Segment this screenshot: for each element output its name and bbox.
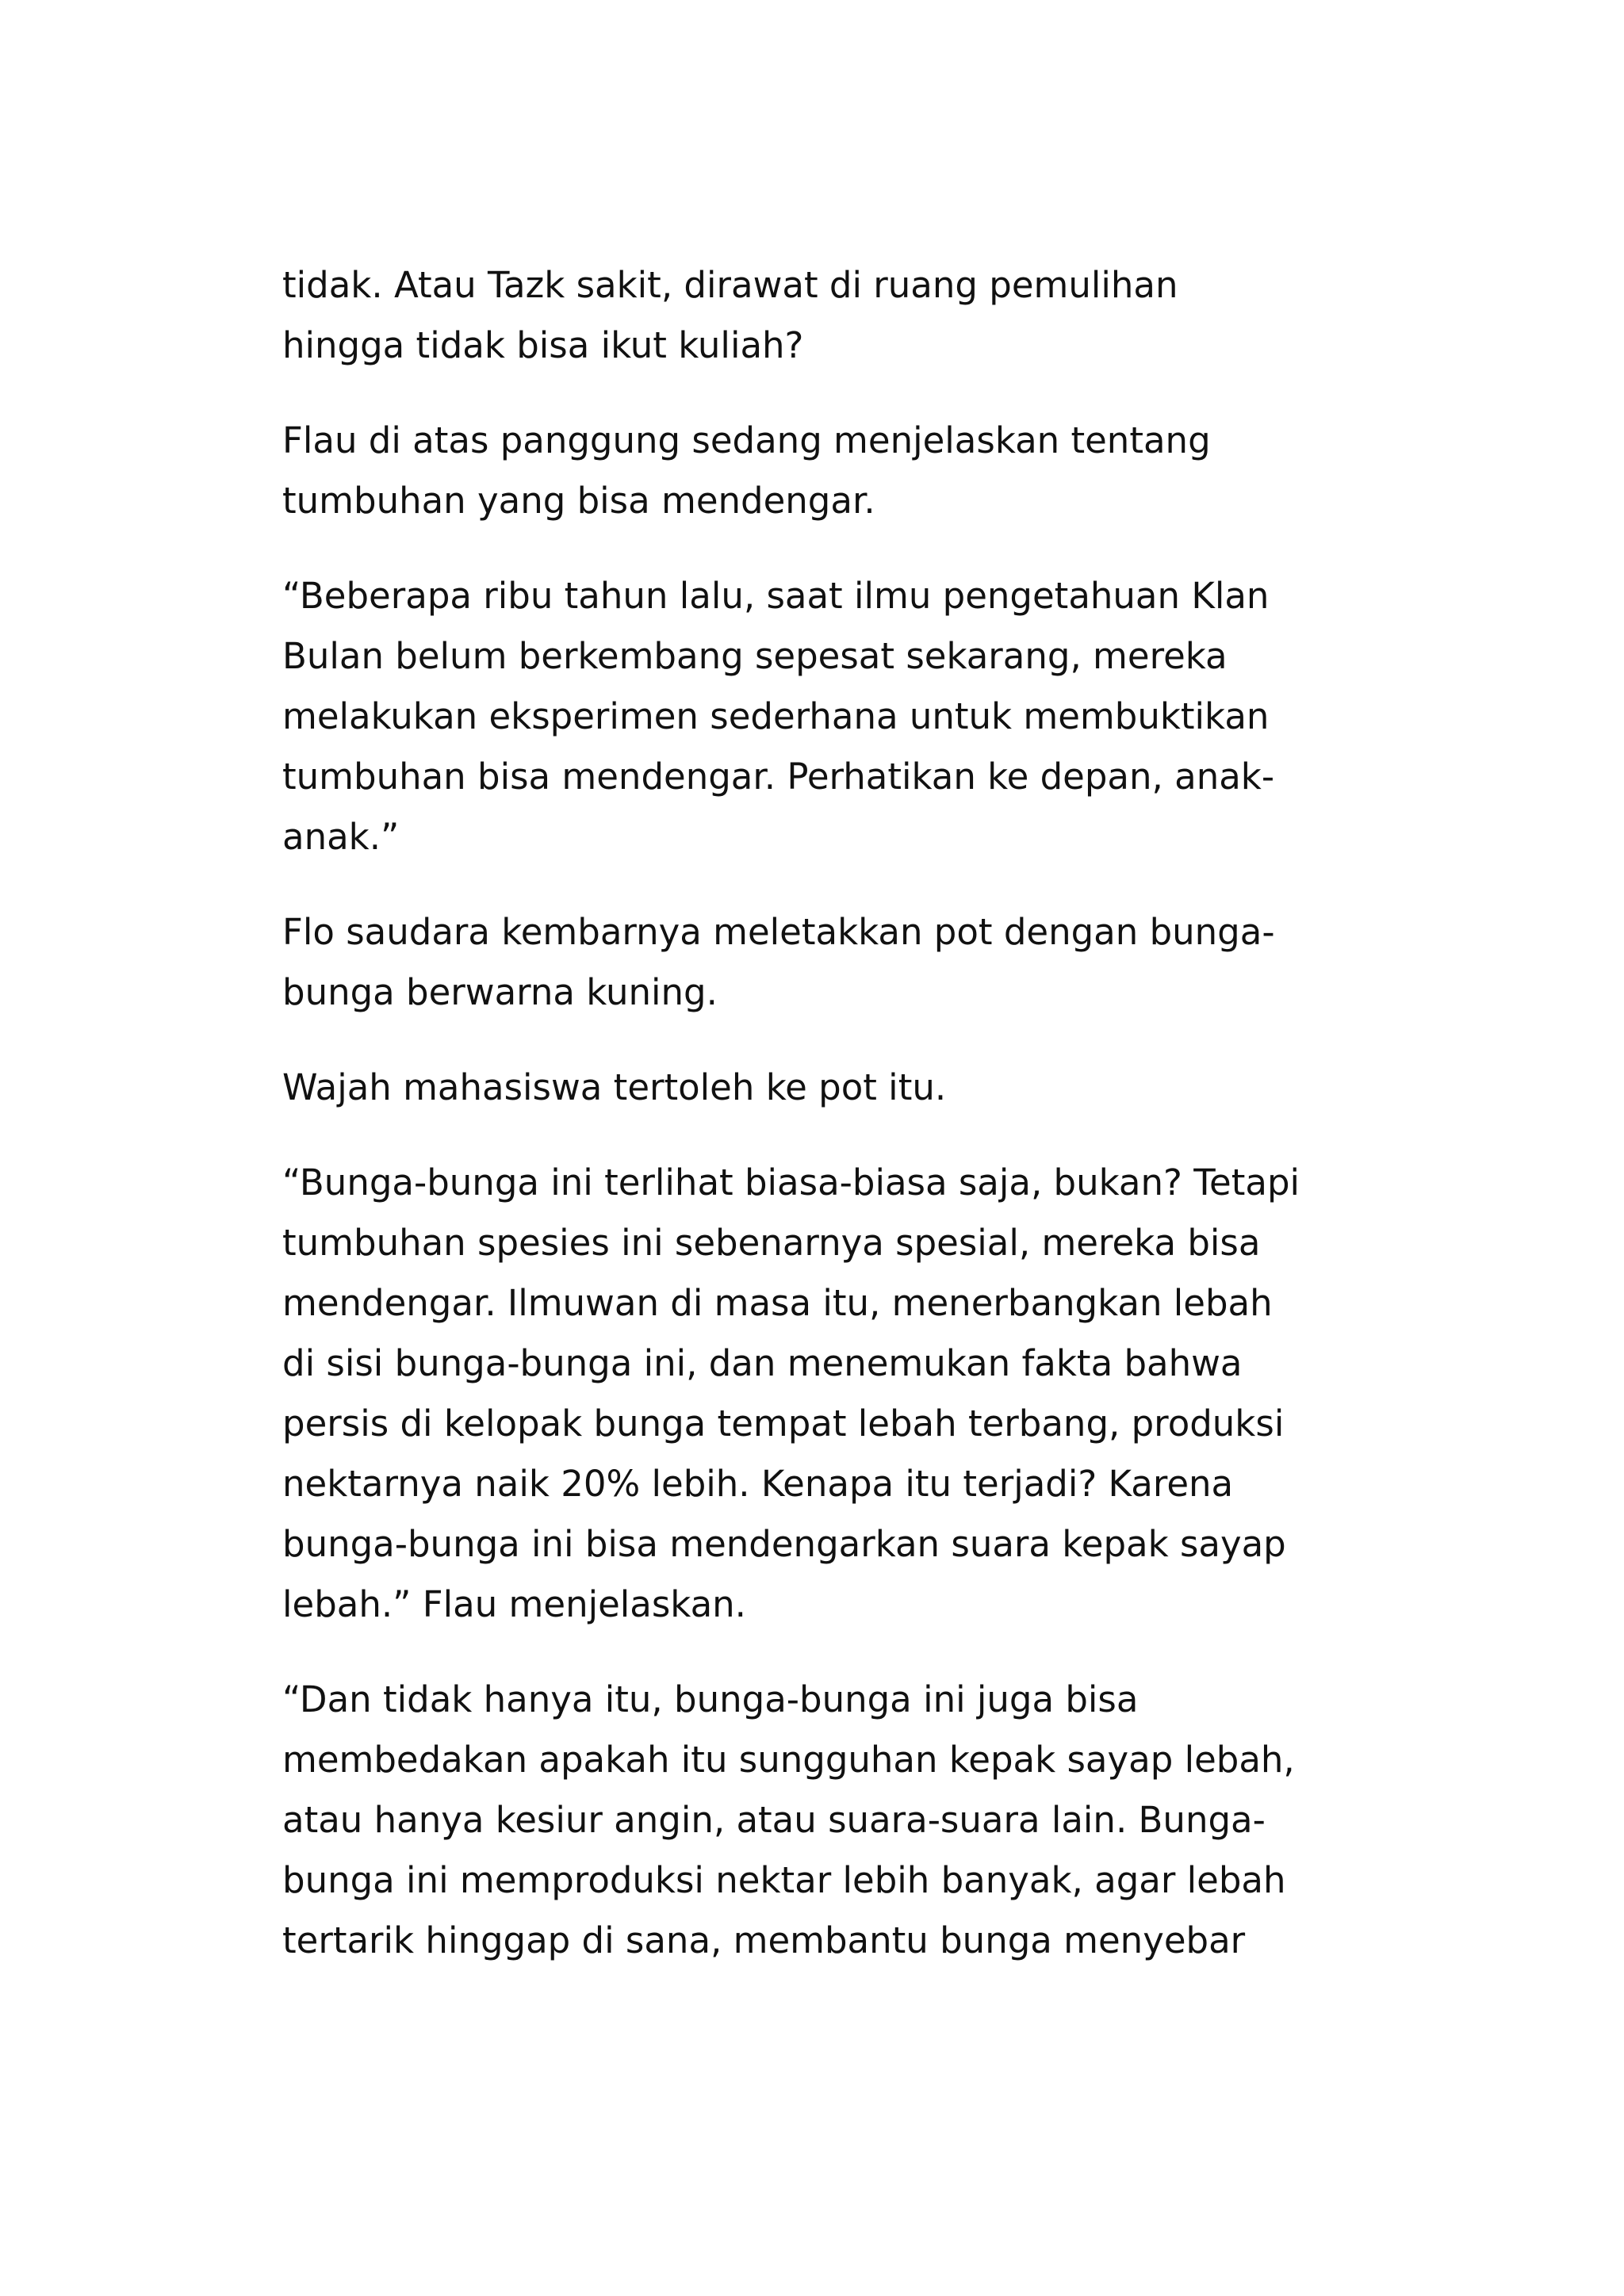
- paragraph: [282, 255, 1361, 376]
- text-line: lebah.” Flau menjelaskan.: [282, 1583, 746, 1625]
- text-line: nektarnya naik 20% lebih. Kenapa itu terjadi? Karena: [282, 1463, 1234, 1505]
- text-line: Wajah mahasiswa tertoleh ke pot itu.: [282, 1066, 947, 1108]
- text-line: di sisi bunga-bunga ini, dan menemukan fakta bahwa: [282, 1342, 1243, 1384]
- paragraph: [282, 902, 1361, 1023]
- text-line: bunga berwarna kuning.: [282, 971, 718, 1013]
- text-line: tumbuhan bisa mendengar. Perhatikan ke depan, anak-: [282, 756, 1275, 798]
- paragraph: [282, 1058, 1361, 1118]
- text-line: Bulan belum berkembang sepesat sekarang, mereka: [282, 635, 1228, 677]
- text-line: anak.”: [282, 816, 400, 858]
- paragraph: [282, 1153, 1361, 1635]
- text-line: Flau di atas panggung sedang menjelaskan tentang: [282, 419, 1211, 461]
- text-line: melakukan eksperimen sederhana untuk membuktikan: [282, 695, 1270, 737]
- text-line: bunga ini memproduksi nektar lebih banyak, agar lebah: [282, 1859, 1286, 1901]
- text-line: tumbuhan yang bisa mendengar.: [282, 480, 875, 522]
- text-line: membedakan apakah itu sungguhan kepak sayap lebah,: [282, 1739, 1295, 1781]
- text-line: Flo saudara kembarnya meletakkan pot dengan bunga-: [282, 911, 1275, 953]
- text-line: “Bunga-bunga ini terlihat biasa-biasa saja, bukan? Tetapi: [282, 1161, 1300, 1203]
- paragraph: [282, 1670, 1361, 1971]
- text-line: hingga tidak bisa ikut kuliah?: [282, 324, 804, 366]
- paragraph: [282, 566, 1361, 867]
- text-line: atau hanya kesiur angin, atau suara-suara lain. Bunga-: [282, 1799, 1266, 1841]
- text-line: tidak. Atau Tazk sakit, dirawat di ruang pemulihan: [282, 264, 1178, 306]
- text-line: mendengar. Ilmuwan di masa itu, menerbangkan lebah: [282, 1282, 1273, 1324]
- text-line: tertarik hinggap di sana, membantu bunga menyebar: [282, 1919, 1246, 1961]
- text-line: tumbuhan spesies ini sebenarnya spesial, mereka bisa: [282, 1222, 1261, 1264]
- text-line: “Dan tidak hanya itu, bunga-bunga ini juga bisa: [282, 1678, 1139, 1720]
- text-line: bunga-bunga ini bisa mendengarkan suara kepak sayap: [282, 1523, 1286, 1565]
- body-text: [282, 255, 1361, 2006]
- text-line: “Beberapa ribu tahun lalu, saat ilmu pengetahuan Klan: [282, 575, 1270, 617]
- paragraph: [282, 411, 1361, 531]
- text-line: persis di kelopak bunga tempat lebah terbang, produksi: [282, 1402, 1285, 1445]
